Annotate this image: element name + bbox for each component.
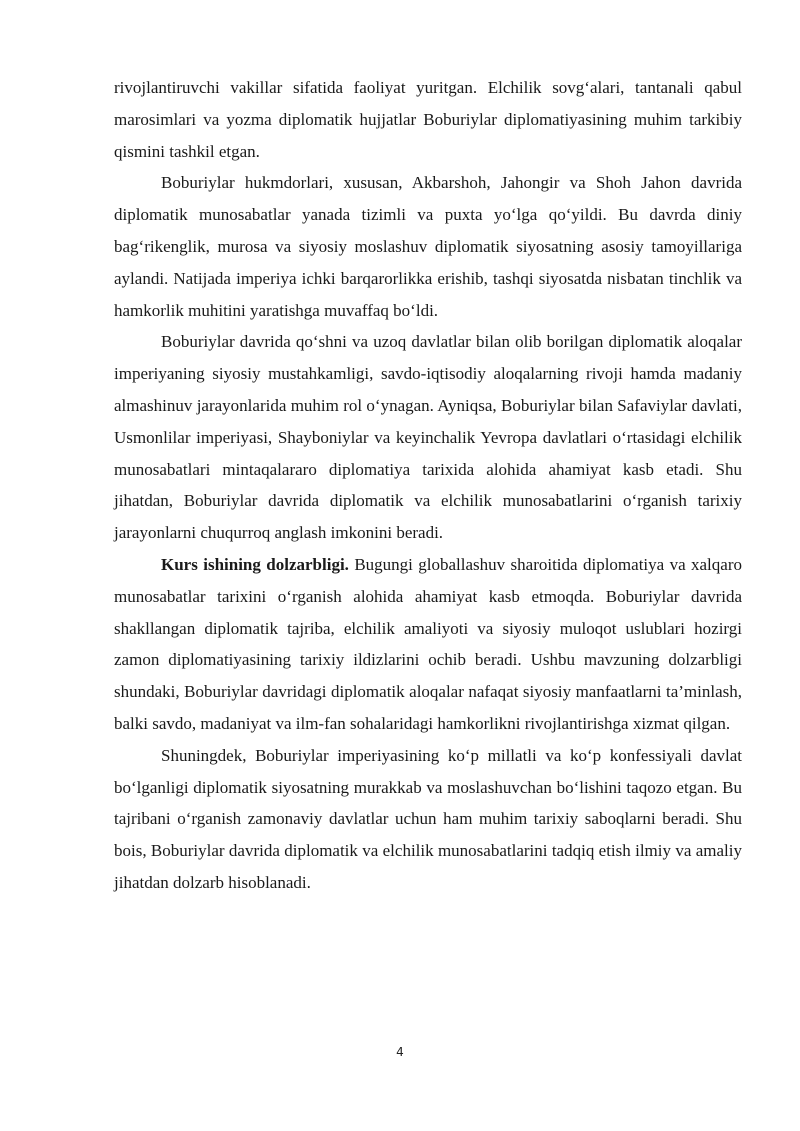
paragraph-text: Shuningdek, Boburiylar imperiyasining ko‘p millatli va ko‘p konfessiyali davlat bo‘lganligi diplomatik siyosatning murakkab va moslashuvchan bo‘lishini taqozo etgan. Bu tajribani o‘rganish zamonaviy davlatlar uchun ham muhim tarixiy saboqlarni beradi. Shu bois, Boburiylar davrida diplomatik va elchilik munosabatlarini tadqiq etish ilmiy va amaliy jihatdan dolzarb hisoblanadi. (114, 745, 742, 892)
paragraph-mughal-rulers (114, 167, 742, 326)
paragraph-diplomatic-relations (114, 326, 742, 549)
paragraph-text: Boburiylar hukmdorlari, xususan, Akbarshoh, Jahongir va Shoh Jahon davrida diplomatik munosabatlar yanada tizimli va puxta yo‘lga qo‘yildi. Bu davrda diniy bag‘rikenglik, murosa va siyosiy moslashuv diplomatik siyosatning asosiy tamoyillariga aylandi. Natijada imperiya ichki barqarorlikka erishib, tashqi siyosatda nisbatan tinchlik va hamkorlik muhitini yaratishga muvaffaq bo‘ldi. (114, 173, 742, 320)
paragraph-relevance (114, 549, 742, 740)
section-heading: Kurs ishining dolzarbligi. (161, 554, 349, 574)
paragraph-text: Bugungi globallashuv sharoitida diplomatiya va xalqaro munosabatlar tarixini o‘rganish alohida ahamiyat kasb etmoqda. Boburiylar davrida shakllangan diplomatik tajriba, elchilik amaliyoti va siyosiy muloqot uslublari hozirgi zamon diplomatiyasining tarixiy ildizlarini ochib beradi. Ushbu mavzuning dolzarbligi shundaki, Boburiylar davridagi diplomatik aloqalar nafaqat siyosiy manfaatlarni ta’minlash, balki savdo, madaniyat va ilm-fan sohalaridagi hamkorlikni rivojlantirishga xizmat qilgan. (114, 554, 742, 733)
paragraph-multinational (114, 740, 742, 899)
page-body (114, 72, 742, 899)
page-number: 4 (396, 1045, 404, 1059)
paragraph-text: Boburiylar davrida qo‘shni va uzoq davlatlar bilan olib borilgan diplomatik aloqalar imperiyaning siyosiy mustahkamligi, savdo-iqtisodiy aloqalarning rivoji hamda madaniy almashinuv jarayonlarida muhim rol o‘ynagan. Ayniqsa, Boburiylar bilan Safaviylar davlati, Usmonlilar imperiyasi, Shayboniylar va keyinchalik Yevropa davlatlari o‘rtasidagi elchilik munosabatlari mintaqalararo diplomatiya tarixida alohida ahamiyat kasb etadi. Shu jihatdan, Boburiylar davrida diplomatik va elchilik munosabatlarini o‘rganish tarixiy jarayonlarni chuqurroq anglash imkonini beradi. (114, 332, 742, 543)
paragraph-continuation (114, 72, 742, 167)
paragraph-text: rivojlantiruvchi vakillar sifatida faoliyat yuritgan. Elchilik sovg‘alari, tantanali qabul marosimlari va yozma diplomatik hujjatlar Boburiylar diplomatiyasining muhim tarkibiy qismini tashkil etgan. (114, 78, 742, 161)
